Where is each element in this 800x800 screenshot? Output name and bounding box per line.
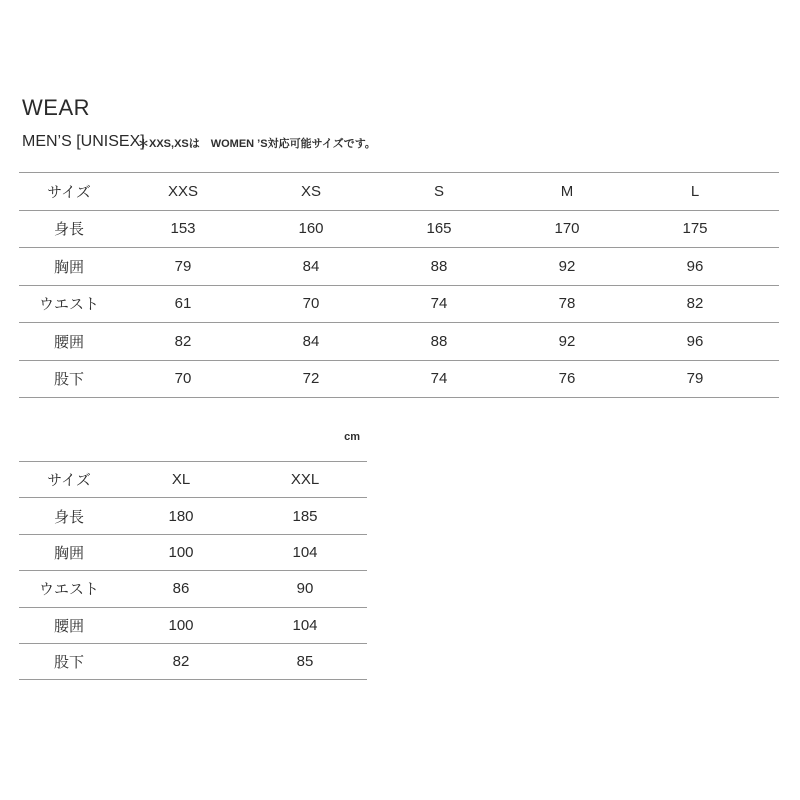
table-row-chest	[19, 534, 367, 570]
table-row-waist	[19, 285, 779, 323]
size-value: 165	[426, 220, 452, 238]
column-header-l: L	[690, 182, 700, 200]
size-value: 100	[168, 543, 194, 561]
column-header-size: サイズ	[47, 472, 91, 490]
row-label: 腰囲	[53, 617, 84, 635]
size-value: 82	[172, 653, 190, 671]
table-row-hip	[19, 323, 779, 361]
size-value: 100	[168, 616, 194, 634]
size-value: 90	[296, 580, 314, 598]
size-table-mens-xl-to-xxl	[19, 461, 367, 680]
column-header-xxl: XXL	[290, 471, 320, 489]
row-label: 股下	[53, 654, 84, 672]
size-value: 76	[558, 370, 576, 388]
spacer-cell	[759, 323, 779, 361]
table-header-row	[19, 462, 367, 498]
column-header-size: サイズ	[47, 183, 91, 201]
size-value: 82	[686, 295, 704, 313]
size-value: 85	[296, 653, 314, 671]
row-label: 腰囲	[53, 333, 84, 351]
size-value: 70	[302, 295, 320, 313]
spacer-cell	[759, 285, 779, 323]
table-row-inseam	[19, 643, 367, 679]
size-value: 92	[558, 257, 576, 275]
row-label: ウエスト	[38, 296, 99, 314]
size-value: 160	[298, 220, 324, 238]
size-value: 96	[686, 257, 704, 275]
column-header-xl: XL	[171, 471, 191, 489]
row-label: 股下	[53, 371, 84, 389]
size-value: 74	[430, 295, 448, 313]
size-value: 86	[172, 580, 190, 598]
row-label: 胸囲	[53, 258, 84, 276]
column-header-s: S	[433, 182, 444, 200]
size-value: 72	[302, 370, 320, 388]
row-label: 身長	[53, 221, 84, 239]
table-row-chest	[19, 248, 779, 286]
row-label: 身長	[53, 508, 84, 526]
size-value: 61	[174, 295, 192, 313]
size-value: 70	[174, 370, 192, 388]
size-value: 78	[558, 295, 576, 313]
size-value: 79	[686, 370, 704, 388]
size-value: 175	[682, 220, 708, 238]
spacer-cell	[759, 173, 779, 211]
spacer-cell	[759, 360, 779, 398]
size-value: 104	[292, 616, 318, 634]
table-row-height	[19, 210, 779, 248]
column-header-xs: XS	[300, 182, 321, 200]
size-value: 88	[430, 332, 448, 350]
size-value: 96	[686, 332, 704, 350]
category-subtitle: MEN’S [UNISEX]	[22, 133, 145, 150]
table-row-waist	[19, 571, 367, 607]
unit-label-cm: cm	[344, 431, 360, 443]
spacer-cell	[759, 248, 779, 286]
page-title: WEAR	[22, 95, 90, 120]
size-value: 104	[292, 543, 318, 561]
size-value: 84	[302, 332, 320, 350]
size-value: 88	[430, 257, 448, 275]
spacer-cell	[759, 210, 779, 248]
size-value: 74	[430, 370, 448, 388]
row-label: ウエスト	[38, 581, 99, 599]
row-label: 胸囲	[53, 544, 84, 562]
size-value: 92	[558, 332, 576, 350]
size-value: 82	[174, 332, 192, 350]
size-value: 185	[292, 507, 318, 525]
size-value: 84	[302, 257, 320, 275]
size-table-mens-xxs-to-l	[19, 172, 779, 398]
womens-size-note: ＊XXS,XSは WOMEN ’S対応可能サイズです。	[138, 138, 376, 150]
table-row-height	[19, 498, 367, 534]
column-header-m: M	[560, 182, 574, 200]
column-header-xxs: XXS	[167, 182, 198, 200]
table-header-row	[19, 173, 779, 211]
size-value: 170	[554, 220, 580, 238]
table-row-hip	[19, 607, 367, 643]
size-value: 153	[170, 220, 196, 238]
table-row-inseam	[19, 360, 779, 398]
size-value: 79	[174, 257, 192, 275]
size-value: 180	[168, 507, 194, 525]
